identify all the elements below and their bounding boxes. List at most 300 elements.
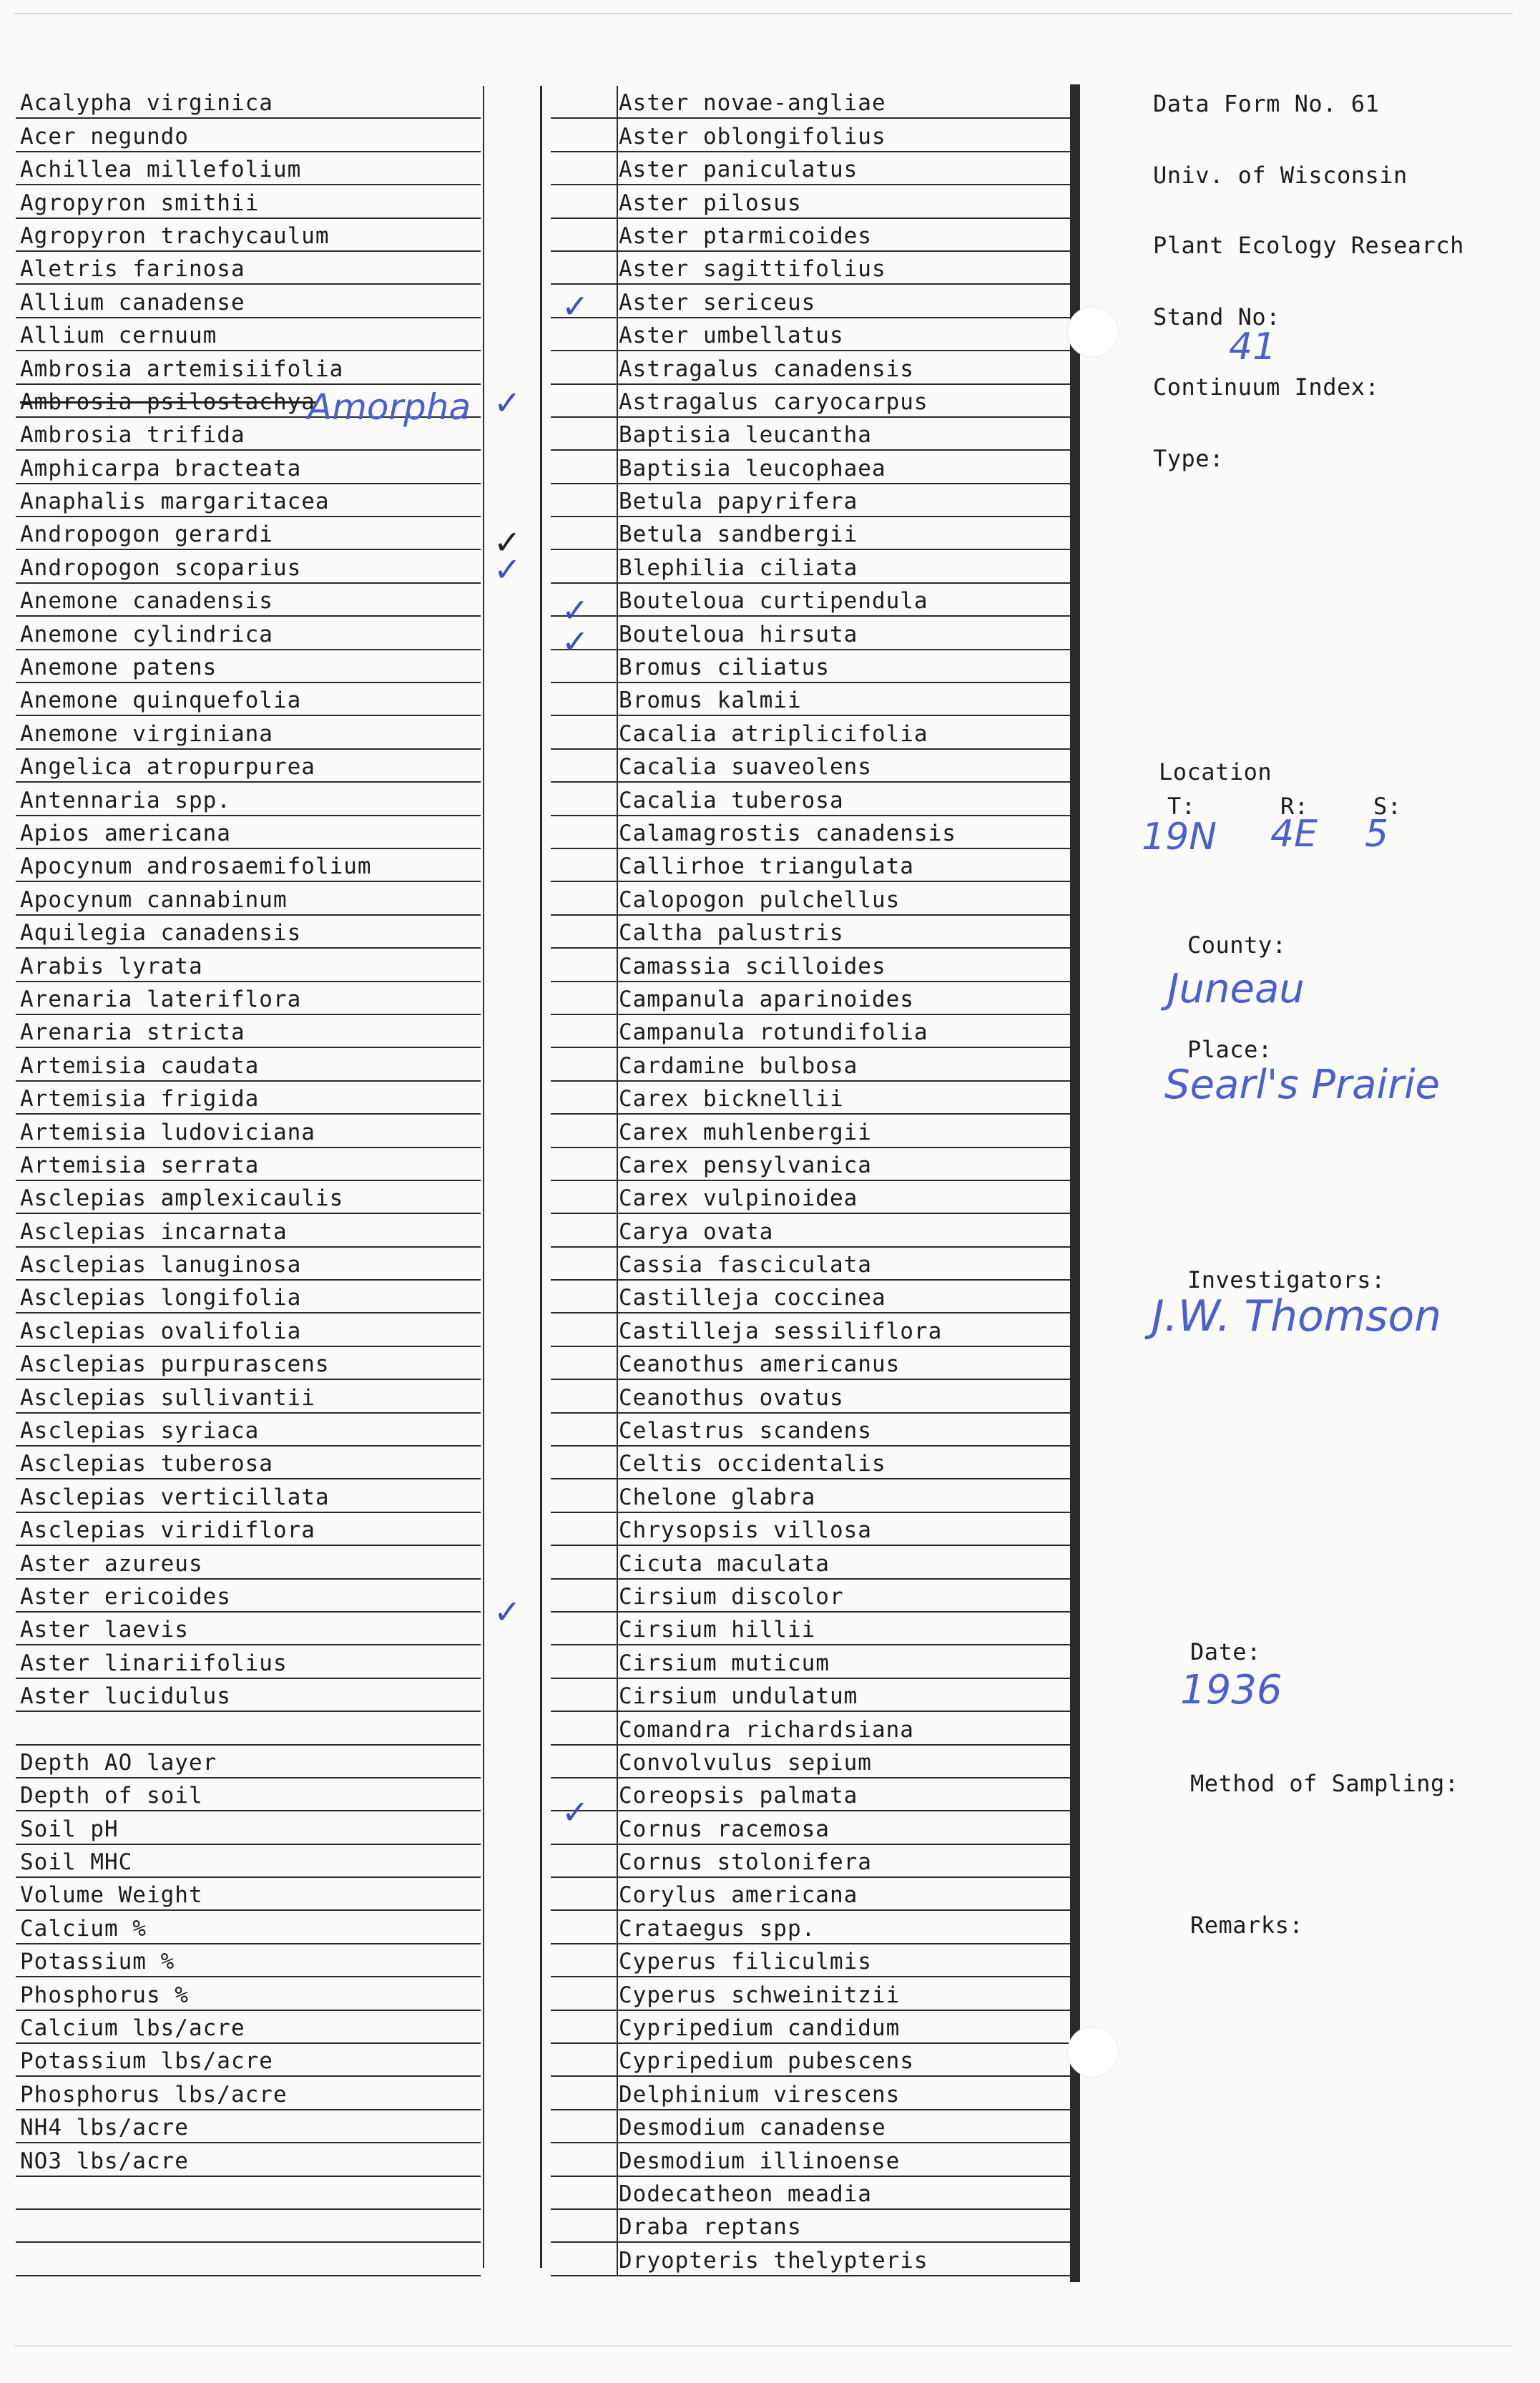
soil-field-label: Soil pH [20, 1816, 119, 1842]
species-name: Cicuta maculata [619, 1550, 830, 1577]
species-name: Desmodium illinoense [619, 2148, 901, 2174]
species-name: Bouteloua curtipendula [619, 588, 928, 615]
table-row [16, 451, 481, 484]
table-row [16, 783, 481, 816]
species-name: Ceanothus ovatus [619, 1384, 844, 1411]
section-label: S: [1373, 793, 1402, 820]
table-row [16, 949, 481, 982]
table-row [551, 1811, 1073, 1844]
species-name: Cypripedium pubescens [619, 2048, 914, 2075]
species-name: Camassia scilloides [619, 953, 886, 979]
table-row [551, 1313, 1073, 1346]
table-row [551, 2110, 1073, 2143]
species-name: Carya ovata [619, 1218, 774, 1245]
soil-field-label: Depth AO layer [20, 1749, 217, 1776]
table-row [551, 650, 1073, 683]
species-name: Aster ptarmicoides [619, 222, 872, 249]
table-row [551, 252, 1073, 285]
table-row [551, 285, 1073, 318]
county-value: Juneau [1167, 966, 1305, 1012]
table-row [551, 1015, 1073, 1048]
species-name: Asclepias ovalifolia [20, 1318, 302, 1344]
species-name: Aster linariifolius [20, 1650, 288, 1676]
species-name: Ceanothus americanus [619, 1351, 901, 1378]
species-name: Campanula aparinoides [619, 986, 914, 1012]
species-name: Coreopsis palmata [619, 1783, 858, 1809]
table-row [16, 1513, 481, 1546]
county-label: County: [1187, 931, 1287, 959]
table-row [551, 916, 1073, 949]
species-name: Amphicarpa bracteata [20, 455, 302, 481]
table-row [16, 2177, 481, 2210]
table-row [551, 1347, 1073, 1380]
species-name: Delphinium virescens [619, 2081, 901, 2108]
species-name: Campanula rotundifolia [619, 1019, 928, 1046]
soil-field-label: Calcium lbs/acre [20, 2015, 245, 2042]
table-row [16, 1048, 481, 1081]
species-name: Ambrosia artemisiifolia [20, 356, 344, 382]
species-name: Chelone glabra [619, 1484, 816, 1510]
table-row [16, 1580, 481, 1613]
species-name: Bouteloua hirsuta [619, 621, 858, 647]
township-label: T: [1167, 793, 1196, 820]
left-check-column-rule-2 [540, 86, 542, 2268]
department-label: Plant Ecology Research [1153, 232, 1464, 259]
table-row [16, 1977, 481, 2010]
table-row [551, 517, 1073, 550]
table-row [16, 252, 481, 285]
species-name: Anemone cylindrica [20, 621, 273, 647]
table-row [16, 584, 481, 617]
table-row [551, 318, 1073, 351]
middle-check-column-rule [617, 86, 618, 2275]
table-row [551, 1082, 1073, 1115]
table-row [551, 1414, 1073, 1447]
table-row [16, 1645, 481, 1678]
species-name: Blephilia ciliata [619, 554, 858, 581]
species-name: Asclepias viridiflora [20, 1517, 315, 1544]
table-row [16, 119, 481, 152]
check-mark-andropogon-scoparius: ✓ [494, 550, 521, 589]
species-name: Asclepias tuberosa [20, 1451, 273, 1477]
table-row [16, 1380, 481, 1413]
species-name: Apocynum androsaemifolium [20, 853, 372, 880]
species-name: Allium cernuum [20, 323, 217, 349]
species-name: Bromus kalmii [619, 688, 802, 714]
species-name: Aster ericoides [20, 1583, 231, 1610]
table-row [16, 750, 481, 783]
table-row [551, 1214, 1073, 1247]
species-name: Cardamine bulbosa [619, 1052, 858, 1079]
species-name: Artemisia frigida [20, 1086, 260, 1112]
species-name: Aster sericeus [619, 289, 816, 315]
species-name: Crataegus spp. [619, 1915, 816, 1942]
species-name: Carex bicknellii [619, 1086, 844, 1112]
place-label: Place: [1187, 1036, 1272, 1063]
handwritten-amorpha: Amorpha [308, 386, 471, 428]
table-row [551, 1115, 1073, 1148]
table-row [551, 1281, 1073, 1313]
table-row [16, 1447, 481, 1479]
table-row [16, 1414, 481, 1447]
table-row [551, 2044, 1073, 2077]
species-name: Aster oblongifolius [619, 123, 886, 150]
species-name: Castilleja sessiliflora [619, 1318, 943, 1344]
table-row [16, 1082, 481, 1115]
table-row [551, 1679, 1073, 1712]
species-name: Artemisia serrata [20, 1152, 260, 1178]
species-name: Asclepias syriaca [20, 1418, 260, 1444]
species-name: Bromus ciliatus [619, 655, 830, 681]
table-row [551, 816, 1073, 849]
table-row [16, 982, 481, 1015]
table-row [551, 2243, 1073, 2276]
table-row [551, 2143, 1073, 2176]
species-name: Celastrus scandens [619, 1418, 872, 1444]
table-row [16, 1214, 481, 1247]
species-name: Aster umbellatus [619, 323, 844, 349]
species-name: Corylus americana [619, 1882, 858, 1909]
table-row [16, 517, 481, 550]
species-name: Astragalus caryocarpus [619, 388, 928, 415]
table-row [551, 185, 1073, 218]
table-row [16, 1546, 481, 1579]
species-name: Asclepias lanuginosa [20, 1252, 302, 1278]
species-name: Celtis occidentalis [619, 1451, 886, 1477]
table-row [551, 1181, 1073, 1214]
species-name: Carex muhlenbergii [619, 1119, 872, 1145]
species-name: Cirsium discolor [619, 1583, 844, 1610]
table-row [16, 683, 481, 716]
species-name: Betula papyrifera [619, 489, 858, 515]
species-name: Anemone quinquefolia [20, 688, 302, 714]
table-row [551, 1878, 1073, 1911]
species-name: Carex pensylvanica [619, 1152, 872, 1178]
species-name: Arenaria stricta [20, 1019, 245, 1046]
table-row [16, 1811, 481, 1844]
species-name: Baptisia leucantha [619, 422, 872, 449]
table-row [551, 683, 1073, 716]
soil-field-label: Soil MHC [20, 1849, 133, 1876]
table-row [16, 1015, 481, 1048]
table-row [16, 285, 481, 318]
soil-field-label: Phosphorus % [20, 1982, 189, 2008]
species-name: Agropyron trachycaulum [20, 222, 330, 249]
table-row [551, 1513, 1073, 1546]
species-name: Arenaria lateriflora [20, 986, 302, 1012]
table-row [16, 1181, 481, 1214]
table-row [16, 849, 481, 882]
table-row [16, 185, 481, 218]
top-edge-line [14, 13, 1513, 14]
species-name: Convolvulus sepium [619, 1749, 872, 1776]
species-name: Baptisia leucophaea [619, 455, 886, 481]
species-name: Asclepias incarnata [20, 1218, 288, 1245]
species-name: Callirhoe triangulata [619, 853, 914, 880]
species-name: Cyperus schweinitzii [619, 1982, 901, 2008]
species-name: Cornus stolonifera [619, 1849, 872, 1876]
table-row [551, 617, 1073, 650]
table-row [16, 1944, 481, 1977]
species-name: Antennaria spp. [20, 787, 231, 813]
table-row [551, 2177, 1073, 2210]
table-row [551, 783, 1073, 816]
table-row [551, 949, 1073, 982]
species-name: Asclepias sullivantii [20, 1384, 315, 1411]
table-row [16, 816, 481, 849]
table-row [551, 1712, 1073, 1745]
species-name: Aster lucidulus [20, 1683, 231, 1710]
table-row [551, 119, 1073, 152]
species-name: Acer negundo [20, 123, 189, 150]
table-row [551, 882, 1073, 915]
species-name: Anemone patens [20, 655, 217, 681]
table-row [551, 418, 1073, 451]
species-name: Caltha palustris [619, 920, 844, 946]
species-name: Cassia fasciculata [619, 1252, 872, 1278]
table-row [16, 617, 481, 650]
table-row [551, 86, 1073, 119]
date-value: 1936 [1180, 1667, 1282, 1713]
species-name: Chrysopsis villosa [619, 1517, 872, 1544]
species-name: Draba reptans [619, 2214, 802, 2241]
species-name: Cornus racemosa [619, 1816, 830, 1842]
table-row [16, 1911, 481, 1944]
table-row [16, 550, 481, 583]
species-name: Aster novae-angliae [619, 90, 886, 117]
stand-no-value: 41 [1229, 326, 1277, 368]
species-name: Apios americana [20, 820, 231, 846]
punch-hole-bottom [1067, 2026, 1119, 2078]
species-name: Cypripedium candidum [619, 2015, 901, 2042]
table-row [16, 1712, 481, 1745]
species-name: Angelica atropurpurea [20, 754, 315, 781]
soil-field-label: Potassium lbs/acre [20, 2048, 273, 2075]
soil-field-label: Volume Weight [20, 1882, 203, 1909]
table-row [16, 152, 481, 185]
table-row [551, 1148, 1073, 1181]
table-row [551, 1048, 1073, 1081]
table-row [16, 1746, 481, 1778]
table-row [16, 1115, 481, 1148]
soil-field-label: NO3 lbs/acre [20, 2148, 189, 2174]
species-name: Andropogon scoparius [20, 554, 302, 581]
table-row [16, 1148, 481, 1181]
table-row [16, 916, 481, 949]
species-name: Ambrosia psilostachya [20, 388, 315, 415]
check-mark-aster-sericeus: ✓ [561, 287, 589, 326]
form-number: Data Form No. 61 [1153, 90, 1380, 117]
check-mark-aster-ericoides: ✓ [494, 1592, 521, 1631]
table-row [16, 2044, 481, 2077]
table-row [16, 2011, 481, 2044]
table-row [551, 1944, 1073, 1977]
soil-field-label: Depth of soil [20, 1783, 203, 1809]
section-value: 5 [1365, 813, 1389, 856]
remarks-label: Remarks: [1190, 1912, 1304, 1939]
table-row [551, 152, 1073, 185]
investigator-value: J.W. Thomson [1152, 1291, 1442, 1341]
middle-species-column [551, 86, 1073, 2276]
table-row [16, 2110, 481, 2143]
table-row [16, 484, 481, 517]
soil-field-label: Calcium % [20, 1915, 147, 1942]
soil-field-label: Potassium % [20, 1949, 175, 1975]
table-row [551, 1380, 1073, 1413]
continuum-index-label: Continuum Index: [1153, 373, 1380, 401]
table-row [16, 1878, 481, 1911]
species-name: Betula sandbergii [619, 522, 858, 548]
table-row [551, 849, 1073, 882]
table-row [551, 2210, 1073, 2243]
table-row [16, 1248, 481, 1281]
table-row [551, 982, 1073, 1015]
species-name: Apocynum cannabinum [20, 886, 288, 913]
species-name: Astragalus canadensis [619, 356, 914, 382]
species-name: Ambrosia trifida [20, 422, 245, 449]
species-name: Cacalia suaveolens [619, 754, 872, 781]
species-name: Anemone canadensis [20, 588, 273, 615]
bottom-edge-line [14, 2345, 1513, 2347]
species-name: Agropyron smithii [20, 190, 260, 216]
table-row [551, 219, 1073, 252]
table-row [16, 1613, 481, 1645]
table-row [16, 1845, 481, 1878]
table-row [551, 1613, 1073, 1645]
range-label: R: [1280, 793, 1309, 820]
table-row [16, 2143, 481, 2176]
table-row [551, 1746, 1073, 1778]
table-row [551, 451, 1073, 484]
method-of-sampling-label: Method of Sampling: [1190, 1770, 1459, 1797]
table-row [16, 650, 481, 683]
species-name: Comandra richardsiana [619, 1716, 914, 1743]
table-row [551, 385, 1073, 418]
table-row [16, 882, 481, 915]
table-row [16, 2077, 481, 2110]
species-name: Asclepias verticillata [20, 1484, 330, 1510]
stand-no-label: Stand No: [1153, 303, 1280, 331]
species-name: Aletris farinosa [20, 256, 245, 283]
check-mark-amorpha: ✓ [494, 383, 521, 422]
table-row [551, 550, 1073, 583]
table-row [16, 1281, 481, 1313]
check-mark-andropogon-gerardi: ✓ [494, 523, 521, 562]
species-name: Aster paniculatus [619, 157, 858, 183]
table-row [16, 1679, 481, 1712]
table-row [551, 2077, 1073, 2110]
species-name: Calamagrostis canadensis [619, 820, 956, 846]
type-label: Type: [1153, 445, 1224, 472]
table-row [551, 1645, 1073, 1678]
species-name: Anaphalis margaritacea [20, 489, 330, 515]
table-row [551, 1479, 1073, 1512]
township-value: 19N [1142, 816, 1217, 858]
table-row [16, 1778, 481, 1811]
species-name: Aquilegia canadensis [20, 920, 302, 946]
species-name: Asclepias longifolia [20, 1285, 302, 1311]
species-name: Cirsium hillii [619, 1617, 816, 1643]
table-row [16, 1347, 481, 1380]
university-label: Univ. of Wisconsin [1153, 162, 1408, 189]
location-label: Location [1159, 758, 1272, 786]
place-value: Searl's Prairie [1164, 1062, 1440, 1108]
species-name: Calopogon pulchellus [619, 886, 901, 913]
species-name: Acalypha virginica [20, 90, 273, 117]
range-value: 4E [1270, 813, 1318, 856]
table-row [551, 1778, 1073, 1811]
table-row [551, 716, 1073, 749]
species-name: Allium canadense [20, 289, 245, 315]
middle-column-thick-rule [1070, 84, 1080, 2282]
table-row [16, 351, 481, 384]
table-row [551, 2011, 1073, 2044]
table-row [551, 484, 1073, 517]
species-name: Achillea millefolium [20, 157, 302, 183]
species-name: Anemone virginiana [20, 720, 273, 747]
table-row [16, 86, 481, 119]
table-row [551, 1447, 1073, 1479]
species-name: Cyperus filiculmis [619, 1949, 872, 1975]
species-name: Artemisia ludoviciana [20, 1119, 315, 1145]
table-row [16, 1313, 481, 1346]
table-row [16, 2210, 481, 2243]
table-row [551, 1248, 1073, 1281]
species-name: Carex vulpinoidea [619, 1185, 858, 1212]
check-mark-coreopsis-palmata: ✓ [561, 1793, 589, 1831]
soil-field-label: Phosphorus lbs/acre [20, 2081, 288, 2108]
species-name: Andropogon gerardi [20, 522, 273, 548]
table-row [551, 584, 1073, 617]
species-name: Dryopteris thelypteris [619, 2247, 928, 2274]
species-name: Aster azureus [20, 1550, 203, 1577]
species-name: Asclepias purpurascens [20, 1351, 330, 1378]
species-name: Artemisia caudata [20, 1052, 260, 1079]
check-mark-bouteloua-curtipendula: ✓ [561, 591, 589, 630]
table-row [551, 351, 1073, 384]
left-check-column-rule-1 [483, 86, 484, 2268]
species-name: Castilleja coccinea [619, 1285, 886, 1311]
investigators-label: Investigators: [1187, 1266, 1385, 1293]
species-name: Asclepias amplexicaulis [20, 1185, 344, 1212]
species-name: Arabis lyrata [20, 953, 203, 979]
species-name: Dodecatheon meadia [619, 2181, 872, 2207]
species-name: Aster laevis [20, 1617, 189, 1643]
table-row [16, 1479, 481, 1512]
species-name: Desmodium canadense [619, 2115, 886, 2141]
soil-field-label: NH4 lbs/acre [20, 2115, 189, 2141]
species-name: Aster pilosus [619, 190, 802, 216]
table-row [16, 716, 481, 749]
table-row [16, 2243, 481, 2276]
species-name: Cirsium undulatum [619, 1683, 858, 1710]
table-row [551, 1911, 1073, 1944]
date-label: Date: [1190, 1638, 1261, 1665]
table-row [551, 1546, 1073, 1579]
species-name: Cacalia atriplicifolia [619, 720, 928, 747]
table-row [551, 750, 1073, 783]
table-row [16, 219, 481, 252]
species-name: Cacalia tuberosa [619, 787, 844, 813]
punch-hole-top [1067, 306, 1119, 358]
check-mark-bouteloua-hirsuta: ✓ [561, 622, 589, 661]
species-name: Aster sagittifolius [619, 256, 886, 283]
table-row [551, 1977, 1073, 2010]
table-row [551, 1580, 1073, 1613]
table-row [16, 318, 481, 351]
species-name: Cirsium muticum [619, 1650, 830, 1676]
table-row [551, 1845, 1073, 1878]
